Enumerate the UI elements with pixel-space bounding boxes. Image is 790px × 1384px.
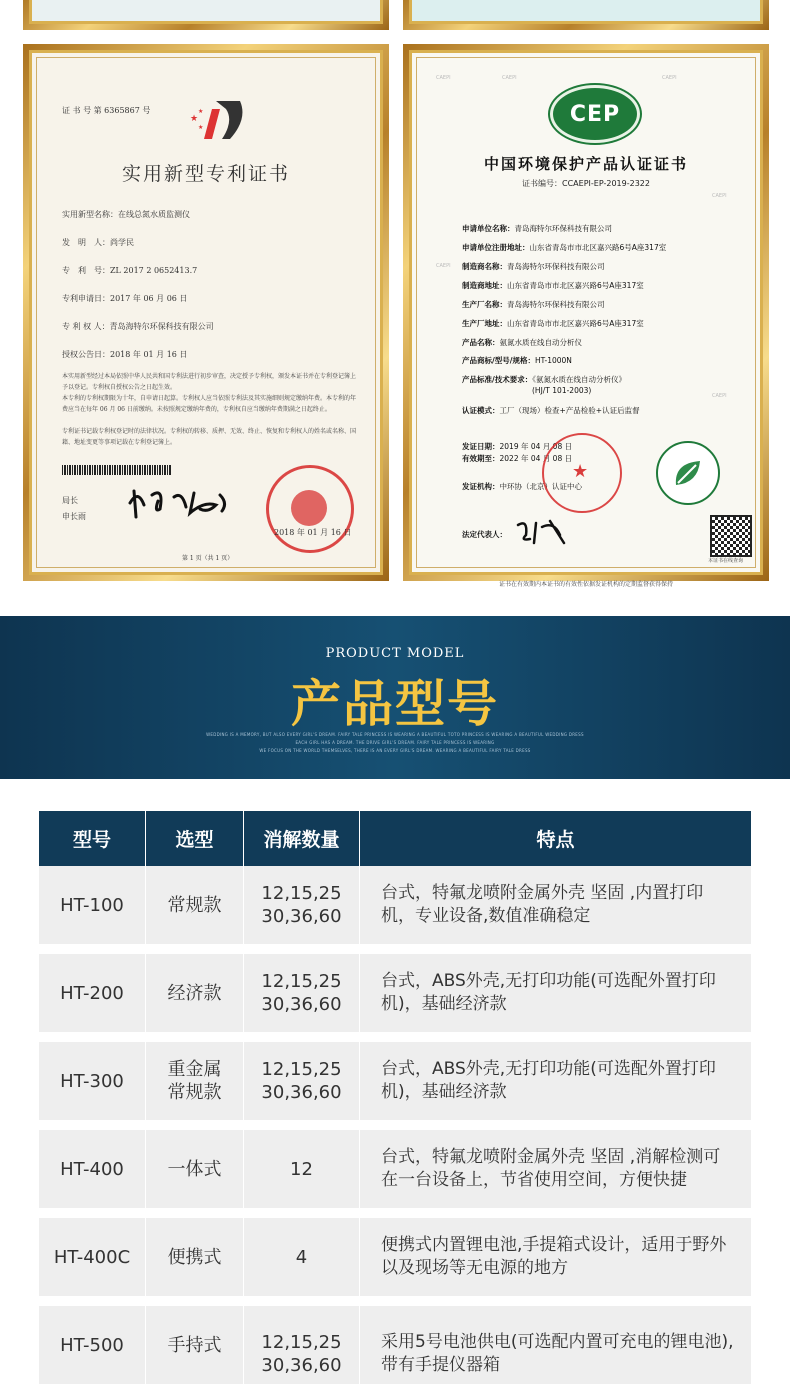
cell-type: 一体式: [167, 1158, 222, 1180]
table-row: [39, 1306, 751, 1384]
cep-row: 制造商地址：山东省青岛市市北区嘉兴路6号A座317室: [462, 281, 644, 290]
header-model: 型号: [72, 829, 111, 851]
cep-row: 产品标准/技术要求：《氨氮水质在线自动分析仪》: [462, 375, 626, 384]
watermark: CAEPI: [712, 393, 727, 399]
patent-paragraph-1: 本实用新型经过本局依照中华人民共和国专利法进行初步审查，决定授予专利权，颁发本证书并在专利登记簿上予以登记。专利权自授权公告之日起生效。: [62, 373, 357, 391]
certificate-frame-top-right: [403, 0, 769, 30]
cell-type: 经济款: [167, 982, 222, 1004]
svg-text:★: ★: [198, 124, 204, 131]
patent-holder: 专 利 权 人：青岛海特尔环保科技有限公司: [62, 322, 214, 331]
cell-feature: 台式，ABS外壳,无打印功能(可选配外置打印机)，基础经济款: [381, 971, 716, 1014]
page-number: 第 1 页（共 1 页）: [182, 555, 234, 562]
cep-row: 产品名称：氨氮水质在线自动分析仪: [462, 338, 582, 347]
cell-type: 重金属 常规款: [167, 1059, 222, 1103]
cep-row: 申请单位注册地址：山东省青岛市市北区嘉兴路6号A座317室: [462, 243, 667, 252]
banner-subtext: WE FOCUS ON THE WORLD THEMSELVES, THERE IS AN EVERY GIRL'S DREAM. WEARING A BEAUTIFUL FAIRY TALE DRESS: [259, 748, 531, 753]
cep-row: 制造商名称：青岛海特尔环保科技有限公司: [462, 262, 605, 271]
patent-filing-date: 专利申请日：2017 年 06 月 06 日: [62, 294, 188, 303]
cep-footer: 证书在有效期内本证书的有效性依据发证机构的定期监督获得保持: [498, 581, 673, 588]
product-table-header: [39, 811, 751, 866]
cell-feature: 采用5号电池供电(可选配内置可充电的锂电池),带有手提仪器箱: [381, 1332, 734, 1375]
cell-count: 4: [295, 1246, 308, 1268]
table-row: [39, 1042, 751, 1120]
patent-utility-name: 实用新型名称：在线总氮水质监测仪: [62, 210, 190, 219]
header-type: 选型: [175, 829, 214, 851]
cep-row: 发证日期：2019 年 04 月 08 日: [462, 442, 573, 451]
banner-subtext: WEDDING IS A MEMORY, BUT ALSO EVERY GIRL'S DREAM. FAIRY TALE PRINCESS IS WEARING A BEAUTIFUL TOTO PRINCESS IS WEARING A BEAUTIFUL WEDDING DRESS: [206, 732, 584, 737]
patent-number: 专 利 号：ZL 2017 2 0652413.7: [62, 266, 198, 275]
cep-title: 中国环境保护产品认证证书: [483, 155, 688, 173]
banner-subtext: EACH GIRL HAS A DREAM. THE DRIVE GIRL'S DREAM. FAIRY TALE PRINCESS IS WEARING: [295, 740, 495, 745]
barcode: [62, 465, 172, 475]
patent-paragraph-3: 专利证书记载专利权登记时的法律状况。专利权的转移、质押、无效、终止、恢复和专利权人的姓名或名称、国籍、地址变更等事项记载在专利登记簿上。: [62, 428, 357, 446]
svg-text:★: ★: [198, 108, 204, 115]
header-feature: 特点: [536, 829, 575, 851]
director-label: 局长: [62, 496, 78, 505]
patent-grant-date: 授权公告日：2018 年 01 月 16 日: [62, 350, 188, 359]
table-row: [39, 1130, 751, 1208]
cell-feature: 台式，特氟龙喷附金属外壳 坚固 ,内置打印机，专业设备,数值准确稳定: [381, 883, 704, 926]
cell-count: 12,15,25 30,36,60: [261, 971, 342, 1015]
cell-model: HT-300: [60, 1070, 124, 1092]
cep-cert-no: 证书编号：CCAEPI-EP-2019-2322: [522, 179, 650, 188]
cep-row: 生产厂地址：山东省青岛市市北区嘉兴路6号A座317室: [462, 319, 644, 328]
certificate-frame-top-left: [23, 0, 389, 30]
leaf-icon: [670, 455, 706, 491]
table-row: [39, 1218, 751, 1296]
watermark: CAEPI: [436, 263, 451, 269]
cep-row: 有效期至：2022 年 04 月 08 日: [462, 454, 573, 463]
seal-date: 2018 年 01 月 16 日: [274, 528, 352, 537]
cell-count: 12,15,25 30,36,60: [261, 883, 342, 927]
cell-feature: 便携式内置锂电池,手提箱式设计，适用于野外以及现场等无电源的地方: [381, 1235, 727, 1278]
patent-office-seal: [266, 465, 354, 553]
cep-row: 认证模式：工厂（现场）检查+产品检验+认证后监督: [462, 406, 640, 415]
cell-type: 便携式: [167, 1246, 222, 1268]
legal-rep-signature: [512, 515, 572, 547]
cell-type: 手持式: [167, 1334, 222, 1356]
cep-row: (HJ/T 101-2003): [532, 386, 592, 395]
patent-cert-no: 证 书 号 第 6365867 号: [62, 106, 151, 115]
qr-code: [710, 515, 752, 557]
table-row: [39, 954, 751, 1032]
watermark: CAEPI: [436, 75, 451, 81]
cep-row: 产品商标/型号/规格：HT-1000N: [462, 356, 572, 365]
cep-logo: [550, 85, 640, 143]
patent-certificate: [23, 44, 389, 581]
cep-row: 发证机构：中环协（北京）认证中心: [462, 482, 582, 491]
cep-logo-text: CEP: [569, 101, 621, 127]
director-name: 申长雨: [62, 512, 86, 521]
cell-model: HT-400C: [53, 1246, 131, 1268]
cep-row: 申请单位名称：青岛海特尔环保科技有限公司: [462, 224, 612, 233]
cep-row: 生产厂名称：青岛海特尔环保科技有限公司: [462, 300, 605, 309]
watermark: CAEPI: [502, 75, 517, 81]
patent-paragraph-2: 本专利的专利权期限为十年，自申请日起算。专利权人应当依照专利法及其实施细则规定缴纳年费。本专利的年费应当在每年 06 月 06 日前缴纳。未按照规定缴纳年费的，专利权自应当缴纳年费期满之日起终止。: [62, 395, 357, 413]
header-count: 消解数量: [263, 829, 340, 851]
cell-type: 常规款: [167, 894, 222, 916]
patent-title: 实用新型专利证书: [121, 163, 290, 185]
ccaepi-green-seal: [656, 441, 720, 505]
cell-count: 12: [290, 1158, 313, 1180]
qr-caption: 本证书在线查询: [708, 558, 744, 564]
cell-model: HT-400: [60, 1158, 124, 1180]
product-model-banner: [0, 616, 790, 779]
banner-chinese-title: 产品型号: [291, 675, 499, 733]
cell-feature: 台式，特氟龙喷附金属外壳 坚固 ,消解检测可在一台设备上，节省使用空间，方便快捷: [381, 1147, 721, 1190]
table-row: [39, 866, 751, 944]
svg-text:★: ★: [190, 114, 199, 124]
cell-model: HT-500: [60, 1334, 124, 1356]
cell-model: HT-200: [60, 982, 124, 1004]
cell-count: 12,15,25 30,36,60: [261, 1332, 342, 1376]
certification-seal: ★: [542, 433, 622, 513]
director-signature: [124, 483, 234, 519]
banner-english-title: PRODUCT MODEL: [325, 646, 465, 661]
watermark: CAEPI: [712, 193, 727, 199]
cep-certificate: [403, 44, 769, 588]
patent-inventor: 发 明 人：尚学民: [62, 238, 134, 247]
cell-model: HT-100: [60, 894, 124, 916]
patent-emblem-icon: [182, 97, 252, 147]
watermark: CAEPI: [662, 75, 677, 81]
cell-feature: 台式，ABS外壳,无打印功能(可选配外置打印机)，基础经济款: [381, 1059, 716, 1102]
cep-row: 法定代表人：: [462, 530, 507, 539]
cell-count: 12,15,25 30,36,60: [261, 1059, 342, 1103]
